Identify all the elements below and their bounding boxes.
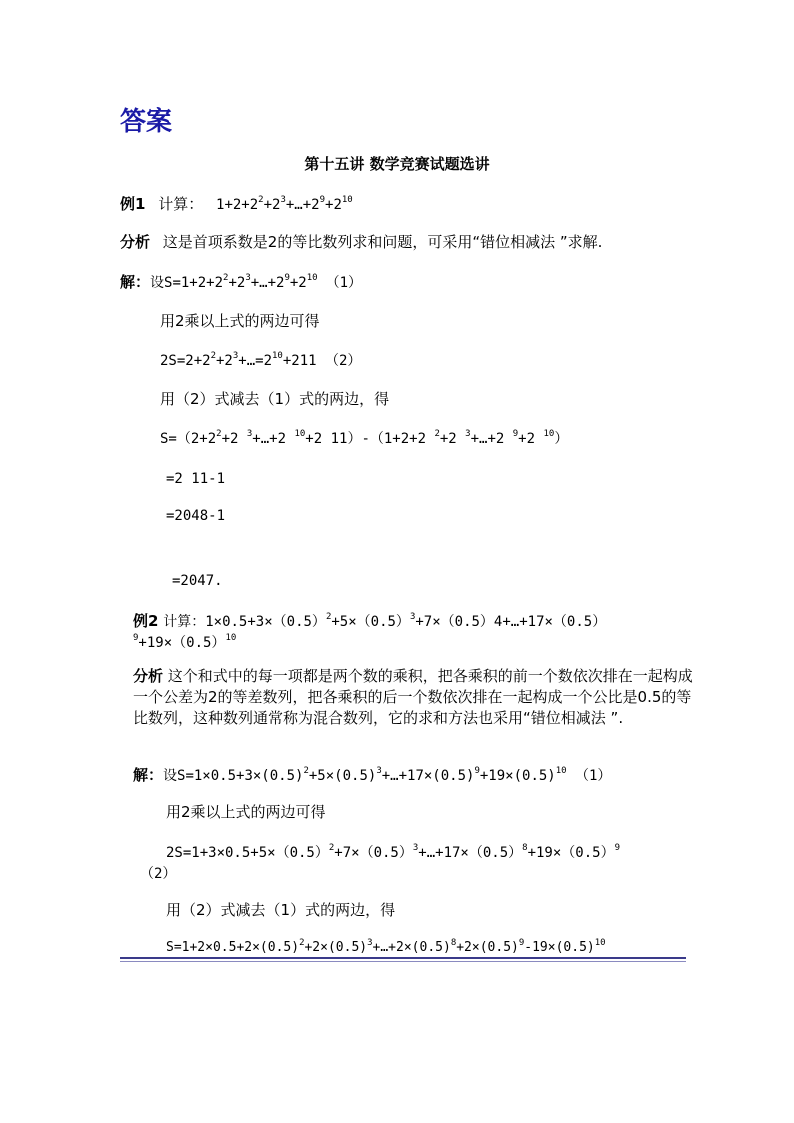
example1-multiply-text: 用2乘以上式的两边可得 [160,312,320,330]
example1-prompt: 计算： [158,195,204,213]
analysis-text: 这是首项系数是2的等比数列求和问题，可采用“错位相减法 ”求解. [162,233,603,251]
example2-expression: 计算：$1\times 0.5+3\times(0.5)^2+5\times(0.5)^3+7\times(0.5)4+\dots+17\times(0.5)^9+19\times(0.5)^{10}$ [133,612,607,651]
example2-analysis [133,666,693,729]
equation-3: $S=1+2\times 0.5+2\times(0.5)^2+2\times(0.5)^3+\dots+2\times(0.5)^8+2\times(0.5)^9-19\times(0.5)^{10}$ [166,937,606,955]
example2-prompt [133,611,693,653]
example2-subtract-text: 用（2）式减去（1）式的两边，得 [166,901,396,919]
example1-analysis [120,233,602,251]
analysis-text: 这个和式中的每一项都是两个数的乘积，把各乘积的前一个数依次排在一起构成一个公差为2的等差数列，把各乘积的后一个数依次排在一起构成一个公比是0.5的等比数列，这种数列通常称为混合数列，它的求和方法也采用“错位相减法 ”. [133,667,693,727]
equation-1: 设$S=1\times 0.5+3\times(0.5)^2+5\times(0.5)^3+\dots+17\times(0.5)^9+19\times(0.5)^{10}$ （1） [163,766,612,784]
equation-2: $2S=2+2^2+2^3+\dots=2^{10}+211$ （2） [160,351,362,369]
result-line-2: =2048-1 [166,508,226,524]
analysis-label: 分析 [120,233,151,251]
answer-heading: 答案 [120,107,173,137]
example1-label: 例1 [120,195,146,213]
footer-divider [120,957,686,959]
equation-3: $S=(2+2^2+2$ $^3$+…+2 $^{10}$+2 11）-（1+2+2 $^2$+2 $^3$+…+2 $^9$+2 $^{10}$） [160,429,569,447]
footer-divider-thin [120,961,686,962]
example1-solution-eq1 [120,273,362,292]
example2-multiply-text: 用2乘以上式的两边可得 [166,803,326,821]
example1-expression: $1+2+2^2+2^3+\dots+2^9+2^{10}$ [216,195,353,213]
example2-label: 例2 [133,612,159,630]
lecture-title: 第十五讲 数学竞赛试题选讲 [304,155,490,173]
example2-solution-eq1 [133,766,611,785]
analysis-label: 分析 [133,667,164,685]
example1-line [120,195,353,214]
equation-2: $2S=1+3\times 0.5+5\times(0.5)^2+7\times(0.5)^3+\dots+17\times(0.5)^8+19\times(0.5)^9$ （2） [140,843,620,882]
solution-label: 解： [120,273,151,291]
solution-label: 解： [133,766,164,784]
result-line-3: =2047. [172,573,223,589]
equation-1: 设$S=1+2+2^2+2^3+\dots+2^9+2^{10}$ （1） [150,273,363,291]
example1-subtract-text: 用（2）式减去（1）式的两边，得 [160,390,390,408]
result-line-1: =2 11-1 [166,471,226,487]
